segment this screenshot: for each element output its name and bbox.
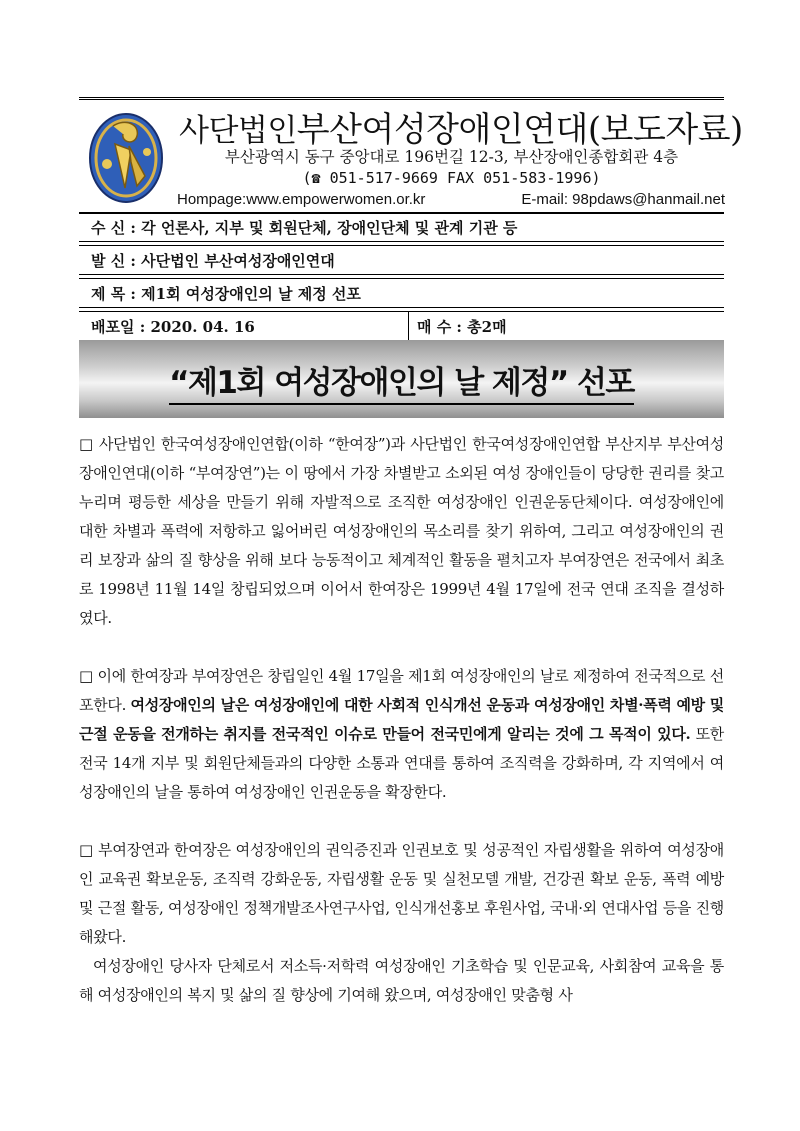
release-title-text: “제1회 여성장애인의 날 제정” 선포 [169, 365, 634, 405]
paragraph-2-rest: 또한 전국 14개 지부 및 회원단체들과의 다양한 소통과 연대를 통하여 조직력을 강화하며, 각 지역에서 여성장애인의 날을 통하여 여성장애인 인권운동을 확장한다. [79, 725, 724, 801]
email-link[interactable]: E-mail: 98pdaws@hanmail.net [521, 191, 725, 208]
letterhead [79, 97, 743, 214]
release-body [79, 430, 724, 1010]
distribution-date: 배포일 : 2020. 04. 16 [79, 312, 409, 340]
page-count: 매 수 : 총2매 [417, 318, 507, 336]
paragraph-3: □ 부여장연과 한여장은 여성장애인의 권익증진과 인권보호 및 성공적인 자립생활을 위하여 여성장애인 교육권 확보운동, 조직력 강화운동, 자립생활 운동 및 실천모델 개발, 건강권 확보 운동, 폭력 예방 및 근절 활동, 여성장애인 정책개발조사연구사업, 인식개선홍보 후원사업, 국내·외 연대사업 등을 진행해왔다. [79, 841, 724, 946]
organization-address: 부산광역시 동구 중앙대로 196번길 12-3, 부산장애인종합회관 4층 [224, 148, 679, 166]
paragraph-2-emphasis: 여성장애인의 날은 여성장애인에 대한 사회적 인식개선 운동과 여성장애인 차별·폭력 예방 및 근절 운동을 전개하는 취지를 전국적인 이슈로 만들어 전국민에게 알리는 것에 그 목적이 있다. [79, 696, 724, 743]
org-prefix: 사단법인 [179, 113, 297, 149]
subject-row: 제 목 : 제1회 여성장애인의 날 제정 선포 [79, 279, 724, 308]
contact-phone-fax: (☎ 051-517-9669 FAX 051-583-1996) [302, 169, 601, 187]
org-title: 부산여성장애인연대(보도자료) [296, 110, 743, 150]
paragraph-1: □ 사단법인 한국여성장애인연합(이하 “한여장”)과 사단법인 한국여성장애인연합 부산지부 부산여성장애인연대(이하 “부여장연”)는 이 땅에서 가장 차별받고 소외된 여성 장애인들이 당당한 권리를 찾고 누리며 평등한 세상을 만들기 위해 자발적으로 조직한 여성장애인 인권운동단체이다. 여성장애인에 대한 차별과 폭력에 저항하고 잃어버린 여성장애인의 목소리를 찾기 위하여, 그리고 여성장애인의 권리 보장과 삶의 질 향상을 위해 보다 능동적이고 체계적인 활동을 펼치고자 부여장연은 전국에서 최초로 1998년 11월 14일 창립되었으며 이어서 한여장은 1999년 4월 17일에 전국 연대 조직을 결성하였다. [79, 435, 724, 627]
release-title [79, 357, 724, 402]
homepage-link[interactable]: Hompage:www.empowerwomen.or.kr [177, 191, 426, 208]
date-pages-row [79, 312, 724, 341]
title-banner [79, 340, 724, 418]
paragraph-4: 여성장애인 당사자 단체로서 저소득·저학력 여성장애인 기초학습 및 인문교육, 사회참여 교육을 통해 여성장애인의 복지 및 삶의 질 향상에 기여해 왔으며, 여성장애인 맞춤형 사 [79, 957, 724, 1004]
paragraph-2 [79, 662, 724, 807]
release-info-table [79, 212, 724, 341]
paragraph-2-intro: □ 이에 한여장과 부여장연은 창립일인 4월 17일을 제1회 여성장애인의 날로 제정하여 전국적으로 선포한다. [79, 667, 724, 714]
organization-name [179, 102, 743, 151]
organization-logo-icon [85, 106, 167, 206]
contact-web [177, 191, 725, 208]
sender-row: 발 신 : 사단법인 부산여성장애인연대 [79, 246, 724, 275]
recipient-row: 수 신 : 각 언론사, 지부 및 회원단체, 장애인단체 및 관계 기관 등 [79, 212, 724, 242]
